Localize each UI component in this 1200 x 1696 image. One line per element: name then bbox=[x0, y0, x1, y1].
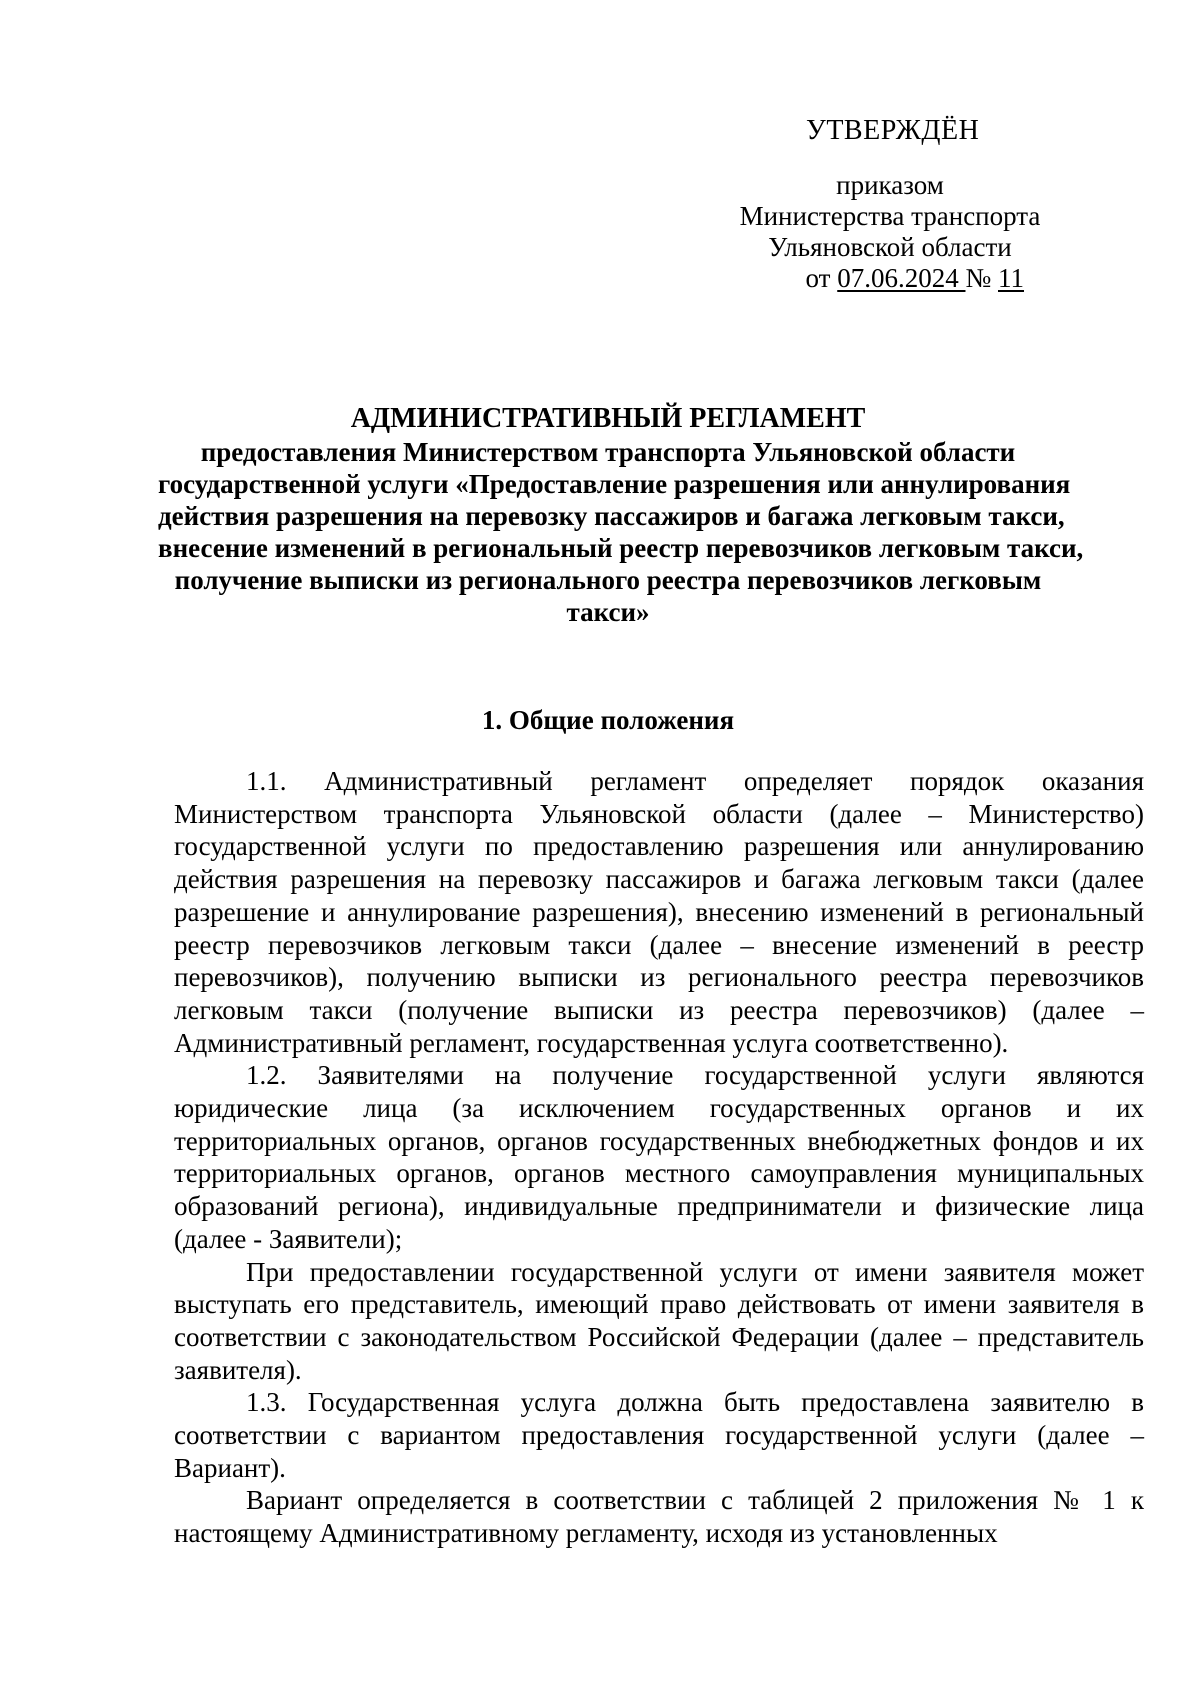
paragraph: Вариант определяется в соответствии с таблицей 2 приложения № 1 к настоящему Административному регламенту, исходя из установленных bbox=[174, 1485, 1144, 1549]
approval-line-region: Ульяновской области bbox=[768, 232, 1012, 262]
approval-number: 11 bbox=[998, 263, 1024, 293]
approval-line-order: приказом bbox=[836, 170, 944, 200]
title-line: действия разрешения на перевозку пассажиров и багажа легковым такси, bbox=[158, 501, 1065, 531]
title-line: получение выписки из регионального реестра перевозчиков легковым bbox=[174, 565, 1042, 595]
approval-line-ministry: Министерства транспорта bbox=[739, 201, 1041, 231]
title-heading: АДМИНИСТРАТИВНЫЙ РЕГЛАМЕНТ bbox=[350, 403, 866, 434]
approval-title: УТВЕРЖДЁН bbox=[806, 115, 980, 146]
paragraph: 1.2. Заявителями на получение государственной услуги являются юридические лица (за исключением государственных органов и их территориальных органов, органов государственных внебюджетных фондов и их территориальных органов, органов местного самоуправления муниципальных образований региона), индивидуальные предприниматели и физические лица (далее - Заявители); bbox=[174, 1060, 1144, 1254]
approval-date: 07.06.2024 bbox=[837, 263, 966, 293]
title-line: такси» bbox=[566, 597, 650, 627]
paragraph: 1.1. Административный регламент определяет порядок оказания Министерством транспорта Ульяновской области (далее – Министерство) государственной услуги по предоставлению разрешения или аннулированию действия разрешения на перевозку пассажиров и багажа легковым такси (далее разрешение и аннулирование разрешения), внесению изменений в региональный реестр перевозчиков легковым такси (далее – внесение изменений в реестр перевозчиков), получению выписки из регионального реестра перевозчиков легковым такси (получение выписки из реестра перевозчиков) (далее – Административный регламент, государственная услуга соответственно). bbox=[174, 766, 1144, 1058]
document-body bbox=[174, 765, 1144, 1550]
date-prefix: от bbox=[805, 263, 838, 293]
approval-date-line bbox=[726, 263, 1054, 294]
number-prefix: № bbox=[965, 263, 998, 293]
section-heading: 1. Общие положения bbox=[481, 705, 735, 735]
paragraph: 1.3. Государственная услуга должна быть предоставлена заявителю в соответствии с вариантом предоставления государственной услуги (далее – Вариант). bbox=[174, 1387, 1144, 1483]
paragraph: При предоставлении государственной услуги от имени заявителя может выступать его представитель, имеющий право действовать от имени заявителя в соответствии с законодательством Российской Федерации (далее – представитель заявителя). bbox=[174, 1256, 1144, 1385]
approval-block bbox=[726, 170, 1054, 294]
title-line: государственной услуги «Предоставление разрешения или аннулирования bbox=[158, 469, 1071, 499]
title-line: внесение изменений в региональный реестр перевозчиков легковым такси, bbox=[158, 533, 1084, 563]
document-title bbox=[158, 403, 1084, 628]
title-line: предоставления Министерством транспорта Ульяновской области bbox=[200, 437, 1016, 467]
